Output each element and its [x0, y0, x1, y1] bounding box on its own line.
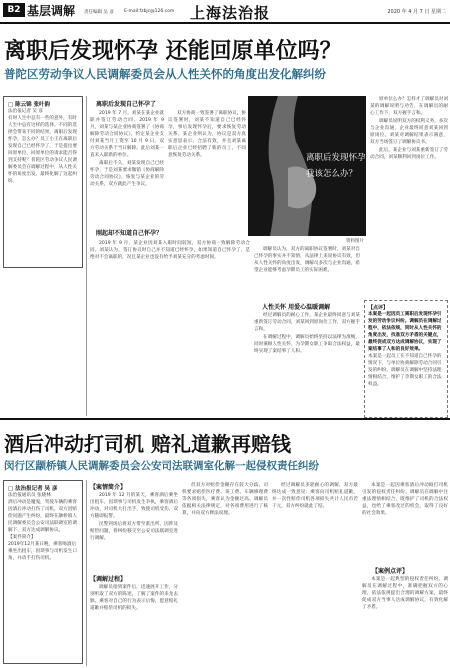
story1-col5 [370, 96, 448, 296]
paragraph: 2019 年 9 月，某企业因刘某入职时间较短，双方协商一致解除劳动合同。刘某认为，签订协议时自己并不知道已经怀孕，如果知道自己怀孕了，是绝对不会离职的，况且某企业也没有给予刘某充分的考虑时间。 [90, 241, 250, 260]
story2-byline: □ 法治报记者 吴 彦 [8, 486, 58, 492]
story1-col4 [254, 312, 360, 416]
pregnant-woman-photo [248, 96, 375, 236]
story2-subhead: 闵行区颛桥镇人民调解委员会公安司法联调室化解一起侵权责任纠纷 [4, 460, 319, 472]
paragraph: 2019 年 12 月的某天，乘客酒后乘坐出租车，因琐事与司机发生争执，乘客酒后冲动，对司机大打出手，致使司机受伤，双方随即报警。 [90, 493, 178, 519]
story2-headline: 酒后冲动打司机 赔礼道歉再赔钱 [4, 432, 291, 456]
story1-subhead: 普陀区劳动争议人民调解委员会从人性关怀的角度出发化解纠纷 [4, 67, 326, 81]
story1-headline: 离职后发现怀孕 还能回原单位吗？ [4, 39, 342, 64]
section-name: 基层调解 [27, 4, 76, 18]
story2-col2 [90, 492, 178, 570]
story1-review-box [364, 300, 448, 418]
story2-section-process: 【调解过程】 [90, 576, 127, 583]
date-line: 2020 年 4 月 7 日 星期二 [387, 9, 446, 15]
paragraph: 调解员认为，双方的离职协议签署时，刘某对自己怀孕的事实并不知情，从法律上来说协议有效，但从人性关怀的角度出发，调解员多次与企业沟通，希望企业能够考虑孕期员工的实际困难。 [254, 247, 360, 273]
header-rule [0, 22, 450, 24]
paragraph: 本案是一起典型的侵权责任纠纷。调解员在调解过程中，准确把握双方的心理，依法依规提出合理的调解方案，最终促成双方当事人达成调解协议，有效化解了矛盾。 [362, 577, 448, 610]
story2-intro: 酒后冲动是魔鬼，驾驶车辆的乘客因酒后冲动打伤了司机，双方因赔偿问题产生纠纷，最终在颛桥镇人民调解委员会公安司法联调室的调解下，双方达成调解协议。 [8, 500, 77, 533]
story2-case-text: 2019年12月某日晚，乘客喝酒后乘坐出租车，因琐事与司机发生口角，并动手打伤司机。 [8, 542, 77, 561]
paragraph: 调解员说明双方的权利义务，多次与企业沟通，企业最终同意刘某回到原岗位。刘某对调解结果表示满意，双方当场签订了调解协议书。 [370, 119, 448, 145]
story1-col2 [90, 110, 164, 224]
story2-case-label: 【案件简介】 [8, 535, 36, 540]
paragraph: 原单位么办？怎样才了调解员对刘某的调解说明与劝告，在调解员的耐心工作下，双方握手言和。 [370, 97, 448, 116]
story2-col2b [90, 584, 178, 664]
story2-col6 [362, 576, 448, 664]
story2-section-review: 【案例点评】 [372, 568, 409, 575]
story1-section-care: 人性关怀 用爱心温暖调解 [262, 304, 331, 311]
story1-review-note: 本案是一起员工在不知道自己怀孕的情况下，与单位协商解除劳动合同引发的纠纷。调解员在调解中坚持法理情相结合，维护了孕期女职工的合法权益。 [368, 354, 442, 387]
story2-byline-line: 法治报通讯员 张晓林 [8, 493, 51, 498]
story1-byline-box [3, 96, 83, 268]
story1-col2b [90, 240, 250, 416]
story1-byline-line: 法治报记者 吴 彦 [8, 109, 44, 114]
story1-review-title: 【点评】 [368, 305, 389, 311]
paragraph: 但双方对赔偿金额存在较大分歧。司机要求赔偿医疗费、误工费、车辆修理费等各项损失，乘客认为金额过高。调解员依据相关法律规定，对各项费用进行了核算，并向双方释法说理。 [182, 483, 268, 516]
desk-line: 责任编辑 吴 彦 [84, 10, 114, 15]
column-divider [86, 96, 87, 416]
paragraph: 双方协商一致签署了离职协议，协议签署时，刘某不知道自己已经怀孕，事后发现怀孕后，要求恢复劳动关系。某企业则认为，协议是双方真实意思表示，合法有效，并且刘某离职后企业已经招聘了新的员工，不同意恢复劳动关系。 [168, 111, 246, 158]
email-line: E-mail:fzbjc@126.com [124, 9, 175, 14]
paragraph: 2019 年 7 月，刘某在某企业就职并签订劳动合同。2019 年 9 月，刘某与某企业协商签署了《协商解除劳动合同协议》，约定某企业支付刘某当月工资至 10 月 9 日，双方劳动关系于当日解除。此后刘某一直未入职新的单位。 [90, 111, 164, 158]
photo-caption-line: 离职后发现怀孕， [306, 153, 375, 163]
paragraph: 此后，某企业与刘某重新签订了劳动合同，刘某顺利回到岗位工作。 [370, 148, 448, 160]
story2-byline-box [3, 480, 83, 664]
story1-review-text: 本案是一起因员工离职后发现怀孕引发的劳动争议纠纷。调解员在调解过程中，依法依规，同时从人性关怀的角度出发，找准双方矛盾的关键点，最终促成双方达成调解协议，实现了案结事了人和的良好效果。 [368, 312, 442, 352]
paragraph: 本案是一起因乘客酒后冲动殴打司机引发的侵权责任纠纷。调解员在调解中注重法理情相结合，既维护了司机的合法权益，也给了乘客改过的机会，取得了良好的社会效果。 [362, 483, 448, 516]
story2-section-case: 【案情简介】 [90, 484, 127, 491]
paragraph: 调解员接到案件后，迅速展开工作，分别听取了双方的陈述，了解了案件的来龙去脉。乘客对自己的行为表示后悔，愿意赔礼道歉并赔偿司机的损失。 [90, 585, 178, 611]
story1-section-demand: 刚起却不知道自己怀孕？ [96, 230, 163, 237]
story1-byline: □ 陈云锦 张叶韵 [8, 102, 51, 108]
photo-caption-line: 我该怎么办？ [306, 169, 358, 179]
newspaper-masthead: 上海法治报 [190, 4, 271, 22]
photo-credit: 资料图片 [346, 239, 364, 244]
paragraph: 经过调解员的耐心工作，某企业最终同意与刘某重新签订劳动合同，刘某回到原岗位工作，双方握手言和。 [254, 313, 360, 332]
story1-intro: 有时人生中总有一些的意外，有时人生中总有这样的选择。不同的选择会带来不同的结果，离职后发现怀孕，怎么办？员工小王在离职后发现自己已经怀孕了，于是提出要回原单位，回原单位的请求能否得到支持呢？普陀区劳动争议人民调解委员会在调解过程中，从人性关怀的角度出发，最终化解了这起纠纷。 [8, 116, 77, 184]
photo-caption [306, 150, 374, 182]
page-number-badge: B2 [3, 3, 25, 17]
paragraph: 离职后不久，刘某发现自己已经怀孕，于是刘某要求撤销《协商解除劳动合同协议》，恢复与某企业的劳动关系，双方就此产生争议。 [90, 161, 164, 187]
story-divider [0, 418, 450, 420]
column-divider [86, 480, 87, 666]
story1-col3 [168, 110, 246, 224]
story1-section-case: 离职后发现自己怀孕了 [96, 101, 157, 108]
paragraph: 在调解过程中，调解员始终坚持以法律为准绳，同时兼顾人性关怀，为孕期女职工争取合法权益，最终实现了案结事了人和。 [254, 335, 360, 354]
story2-col5 [362, 482, 448, 562]
page-header [0, 0, 450, 22]
paragraph: 经过调解员多轮耐心的调解，双方最终达成一致意见：乘客向司机赔礼道歉，并一次性赔偿司机各项损失共计人民币若干元，双方纠纷就此了结。 [272, 483, 358, 509]
paragraph: 民警到场后将双方带至派出所，因涉及赔偿问题，将纠纷移交至公安司法联调室进行调解。 [90, 522, 178, 541]
story1-col4-top [254, 246, 360, 298]
story2-col3 [182, 482, 268, 664]
story2-col4 [272, 482, 358, 664]
